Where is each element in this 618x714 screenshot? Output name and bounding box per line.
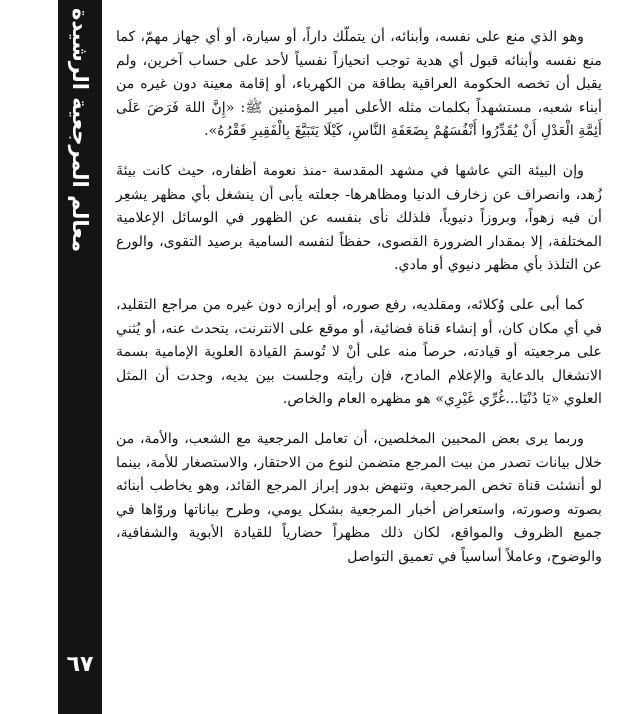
paragraph-3 (116, 294, 602, 412)
paragraph-1 (116, 26, 602, 144)
paragraph-text: وربما يرى بعض المحبين المخلصين، أن تعامل المرجعية مع الشعب، والأمة، من خلال بيانات تصدر من بيت المرجع متضمن لنوع من الاحتقار، والاستصغار للأمة، بينما لو أنشئت قناة تخص المرجعية، وتنهض بدور إبراز المرجع القائد، وهو يخاطب أبنائه بصوته وصورته، واستعراض أخبار المرجعية بشكل يومي، وطرح بياناتها وروّاها في جميع الظروف والمواقع، لكان ذلك مظهراً حضارياً للقيادة الأبوية والشفافية، والوضوح، وعاملاً أساسياً في تعميق التواصل (116, 430, 602, 565)
paragraph-text: كما أبى على وُكلائه، ومقلديه، رفع صوره، أو إبرازه دون غيره من مراجع التقليد، في أي مكان كان، أو إنشاء قناة فضائية، أو موقع على الانترنت، يتحدث عنه، أو يُثني على مرجعيته أو قيادته، حرصاً منه على أنْ لا تُوسمَ القيادة العلوية الإمامية بسمة الانشغال بالدعاية والإعلام المادح، فإن رأيته وجلست بين يديه، وجدت أن المثل العلوي «يَا دُنْيَا...غُرِّي غَيْرِي» هو مظهره العام والخاص. (116, 296, 602, 408)
paragraph-text: وإن البيئة التي عاشها في مشهد المقدسة -منذ نعومة أظفاره، حيث كانت بيئةَ زُهد، وانصراف عن زخارف الدنيا ومظاهرها- جعلته يأبى أن ينشغل بأي مظهر يشعِر أن فيه زهواً، وبروزاً دنيوياً، فلذلك نأى بنفسه عن الظهور في الوسائل الإعلامية المختلفة، إلا بمقدار الضرورة القصوى، حفظاً لنفسه السامية برصيد التقوى، والورع عن التلذذ بأي مظهر دنيوي أو مادي. (116, 162, 602, 274)
paragraph-2 (116, 160, 602, 278)
paragraph-text: وهو الذي منع على نفسه، وأبنائه، أن يتملّك داراً، أو سيارة، أو أي جهاز مهمّ، كما منع نفسه وأبنائه قبول أي هدية توجب انحيازاً نفسياً لأحد على حساب آخرين، ولم يقبل أن تخصه الحكومة العراقية بطاقة من الكهرباء، أو إقامة معينة دون غيره من أبناء شعبه، مستشهداً بكلمات مثله الأعلى أمير المؤمنين ﷺ: «إِنَّ اللهَ فَرَضَ عَلَى أَئِمَّةِ الْعَدْلِ أَنْ يُقَدِّرُوا أَنْفُسَهُمْ بِضَعَفَةِ النَّاسِ، كَيْلَا يَتَبَيَّغَ بِالْفَقِيرِ فَقْرُهُ». (116, 29, 602, 140)
paragraph-4 (116, 428, 602, 570)
body-text (116, 26, 602, 569)
book-title: معالم المرجعية الرشيدة (68, 8, 92, 253)
page-number: ٦٧ (66, 652, 94, 677)
